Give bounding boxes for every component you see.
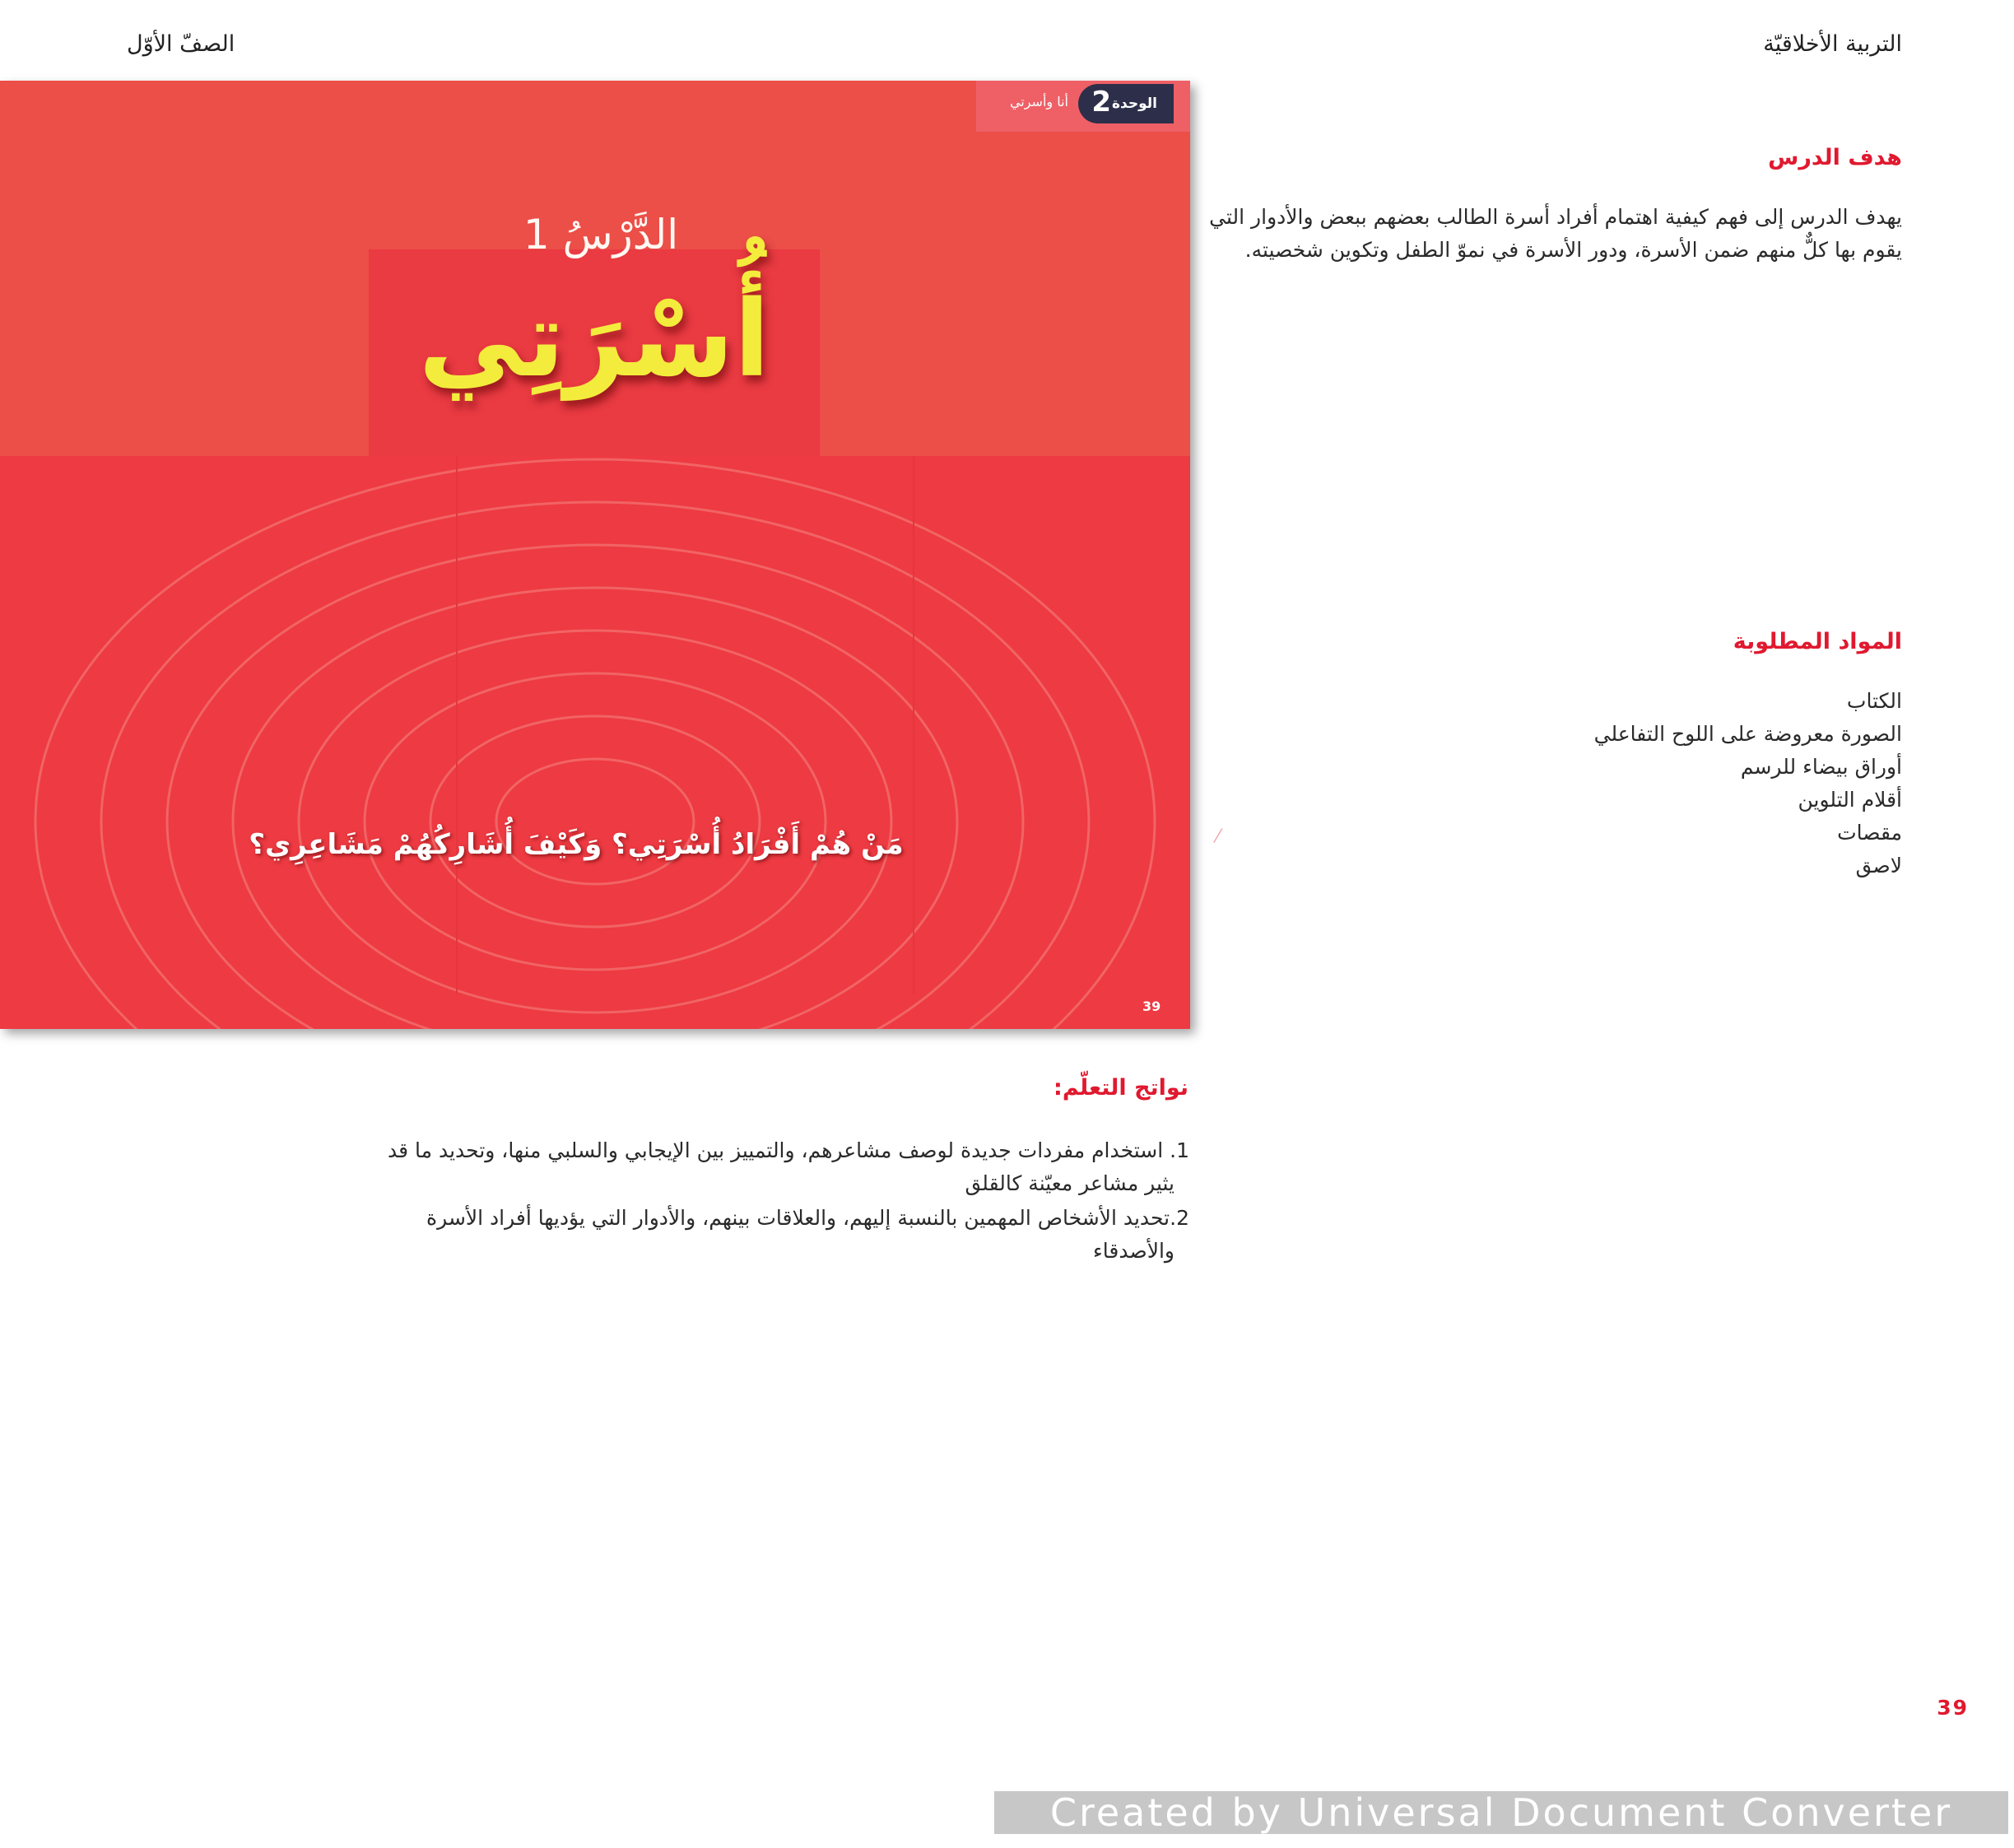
grade-header: الصفّ الأوّل — [127, 31, 235, 57]
outcomes-list — [156, 1134, 1189, 1269]
outcome-line: والأصدقاء — [1093, 1239, 1174, 1263]
outcome-line: 1. استخدام مفردات جديدة لوصف مشاعرهم، والتمييز بين الإيجابي والسلبي منها، وتحديد ما قد — [388, 1138, 1189, 1162]
list-item — [156, 1134, 1189, 1200]
list-item: مقصات — [1837, 821, 1902, 845]
list-item: لاصق — [1855, 854, 1902, 877]
decorative-mark: ⁄ — [1216, 826, 1220, 847]
lesson-goal-heading: هدف الدرس — [1768, 145, 1902, 170]
list-item: أوراق بيضاء للرسم — [1740, 755, 1902, 779]
outcomes-heading: نواتج التعلّم: — [1054, 1075, 1188, 1101]
lesson-title: أُسْرَتِي — [418, 278, 770, 401]
lesson-goal-text: يهدف الدرس إلى فهم كيفية اهتمام أفراد أسرة الطالب بعضهم ببعض والأدوار التي يقوم بها كلٌّ منهم ضمن الأسرة، ودور الأسرة في نموّ الطفل وتكوين شخصيته. — [1209, 205, 1902, 262]
lesson-cover-image — [0, 81, 1190, 1029]
materials-list — [1594, 685, 1902, 882]
list-item: الصورة معروضة على اللوح التفاعلي — [1593, 722, 1902, 746]
unit-word: الوحدة — [1112, 95, 1157, 112]
list-item: أقلام التلوين — [1798, 788, 1902, 812]
cover-question: مَنْ هُمْ أَفْرَادُ أُسْرَتِي؟ وَكَيْفَ أُشَارِكُهُمْ مَشَاعِرِي؟ — [249, 828, 904, 861]
unit-title: أنا وأسرتي — [1009, 94, 1068, 109]
cover-page-number: 39 — [1142, 998, 1161, 1014]
outcome-line: يثير مشاعر معيّنة كالقلق — [965, 1171, 1174, 1195]
list-item — [156, 1202, 1189, 1268]
page-number: 39 — [1937, 1696, 1969, 1720]
unit-badge-pill — [1078, 84, 1174, 123]
unit-badge — [976, 81, 1190, 132]
subject-header: التربية الأخلاقيّة — [1763, 31, 1902, 57]
list-item: الكتاب — [1846, 689, 1902, 713]
converter-watermark: Created by Universal Document Converter — [994, 1791, 2008, 1834]
lesson-number-label: الدَّرْسُ 1 — [523, 211, 679, 258]
unit-number: 2 — [1091, 86, 1111, 119]
materials-heading: المواد المطلوبة — [1733, 629, 1902, 654]
outcome-line: 2.تحديد الأشخاص المهمين بالنسبة إليهم، والعلاقات بينهم، والأدوار التي يؤديها أفراد الأسرة — [426, 1206, 1189, 1230]
